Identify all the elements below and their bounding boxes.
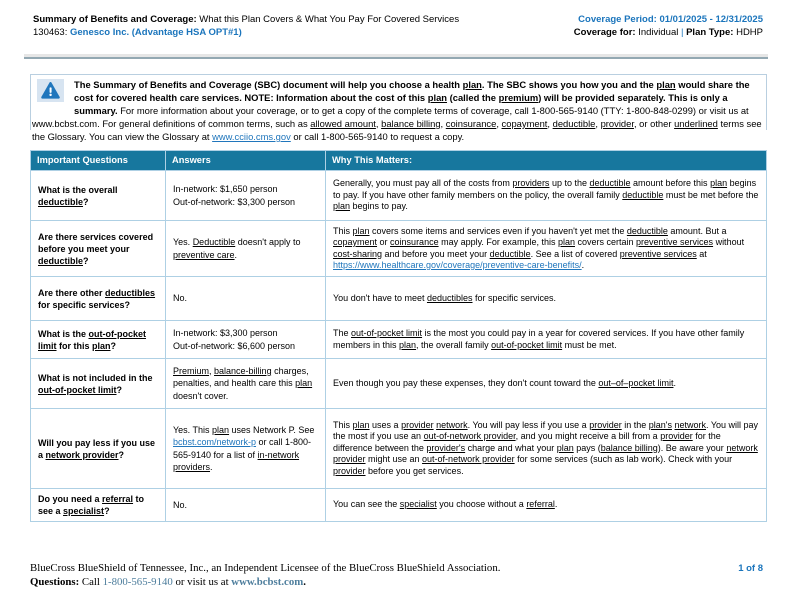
question-cell: What is not included in the out-of-pocket limit?	[31, 359, 166, 409]
row-out-of-pocket-limit	[31, 321, 767, 359]
why-cell: Generally, you must pay all of the costs from providers up to the deductible amount before this plan begins to pay. If you have other family members on the policy, the overall family deductible must be met before the plan begins to pay.	[326, 171, 767, 221]
answer-cell: In-network: $1,650 person Out-of-network: $3,300 person	[166, 171, 326, 221]
answer-cell: Yes. This plan uses Network P. See bcbst.com/network-p or call 1-800-565-9140 for a list of in-network providers.	[166, 409, 326, 489]
question-cell: Are there other deductibles for specific services?	[31, 277, 166, 321]
table-header-row	[31, 151, 767, 171]
footer-licensee-row	[30, 562, 763, 576]
answer-cell: No.	[166, 277, 326, 321]
document-title-block	[33, 13, 459, 39]
plan-name-line: 130463: Genesco Inc. (Advantage HSA OPT#1)	[33, 27, 242, 38]
question-cell: What is the overall deductible?	[31, 171, 166, 221]
row-services-before-deductible	[31, 221, 767, 277]
row-overall-deductible	[31, 171, 767, 221]
inline-link[interactable]: bcbst.com/network-p	[173, 437, 257, 447]
footer-questions-line: Questions: Call 1-800-565-9140 or visit us at www.bcbst.com.	[30, 575, 306, 588]
inline-link[interactable]: https://www.healthcare.gov/coverage/preventive-care-benefits/	[333, 260, 582, 270]
column-header-why-this-matters: Why This Matters:	[326, 151, 767, 171]
why-cell: You don't have to meet deductibles for specific services.	[326, 277, 767, 321]
intro-section	[32, 78, 766, 143]
row-not-included-in-oop-limit	[31, 359, 767, 409]
why-cell: This plan covers some items and services even if you haven't yet met the deductible amount. But a copayment or coinsurance may apply. For example, this plan covers certain preventive services without cost-sharing and before you meet your deductible. See a list of covered preventive services at https://www.healthcare.gov/coverage/preventive-care-benefits/.	[326, 221, 767, 277]
benefits-table	[30, 150, 767, 522]
why-cell: The out-of-pocket limit is the most you could pay in a year for covered services. If you have other family members in this plan, the overall family out-of-pocket limit must be met.	[326, 321, 767, 359]
question-cell: Will you pay less if you use a network provider?	[31, 409, 166, 489]
page-number: 1 of 8	[738, 563, 763, 574]
coverage-period: Coverage Period: 01/01/2025 - 12/31/2025	[578, 14, 763, 25]
coverage-info-block	[574, 13, 763, 39]
licensee-text: BlueCross BlueShield of Tennessee, Inc., an Independent Licensee of the BlueCross BlueShield Association.	[30, 562, 501, 574]
question-cell: Are there services covered before you meet your deductible?	[31, 221, 166, 277]
row-network-provider	[31, 409, 767, 489]
warning-triangle-glyph	[41, 82, 60, 99]
row-other-deductibles	[31, 277, 767, 321]
question-cell: What is the out-of-pocket limit for this plan?	[31, 321, 166, 359]
inline-link[interactable]: www.cciio.cms.gov	[212, 131, 291, 142]
document-title: Summary of Benefits and Coverage: What this Plan Covers & What You Pay For Covered Services	[33, 14, 460, 25]
inline-link[interactable]: www.bcbst.com	[231, 575, 304, 588]
header-divider	[24, 54, 768, 59]
intro-paragraph: The Summary of Benefits and Coverage (SBC) document will help you choose a health plan. The SBC shows you how you and the plan would share the cost for covered health care services. NOTE: Information about the cost of this plan (called the premium) will be provided separately. This is only a summary. For more information about your coverage, or to get a copy of the complete terms of coverage, call 1-800-565-9140 (TTY: 1-800-848-0299) or visit us at www.bcbst.com. For general definitions of common terms, such as allowed amount, balance billing, coinsurance, copayment, deductible, provider, or other underlined terms see the Glossary. You can view the Glossary at www.cciio.cms.gov or call 1-800-565-9140 to request a copy.	[32, 79, 762, 142]
why-cell: This plan uses a provider network. You will pay less if you use a provider in the plan's network. You will pay the most if you use an out-of-network provider, and you might receive a bill from a provider for the difference between the provider's charge and what your plan pays (balance billing). Be aware your network provider might use an out-of-network provider for some services (such as lab work). Check with your provider before you get services.	[326, 409, 767, 489]
why-cell: You can see the specialist you choose without a referral.	[326, 489, 767, 522]
coverage-for-plan-type: Coverage for: Individual | Plan Type: HDHP	[573, 27, 763, 38]
page-footer	[30, 562, 763, 589]
warning-triangle-icon	[37, 79, 64, 102]
answer-cell: In-network: $3,300 person Out-of-network: $6,600 person	[166, 321, 326, 359]
answer-cell: No.	[166, 489, 326, 522]
answer-cell: Yes. Deductible doesn't apply to preventive care.	[166, 221, 326, 277]
row-referral-specialist	[31, 489, 767, 522]
question-cell: Do you need a referral to see a specialist?	[31, 489, 166, 522]
column-header-answers: Answers	[166, 151, 326, 171]
why-cell: Even though you pay these expenses, they don't count toward the out–of–pocket limit.	[326, 359, 767, 409]
answer-cell: Premium, balance-billing charges, penalties, and health care this plan doesn't cover.	[166, 359, 326, 409]
column-header-important-questions: Important Questions	[31, 151, 166, 171]
page-header	[0, 0, 792, 39]
